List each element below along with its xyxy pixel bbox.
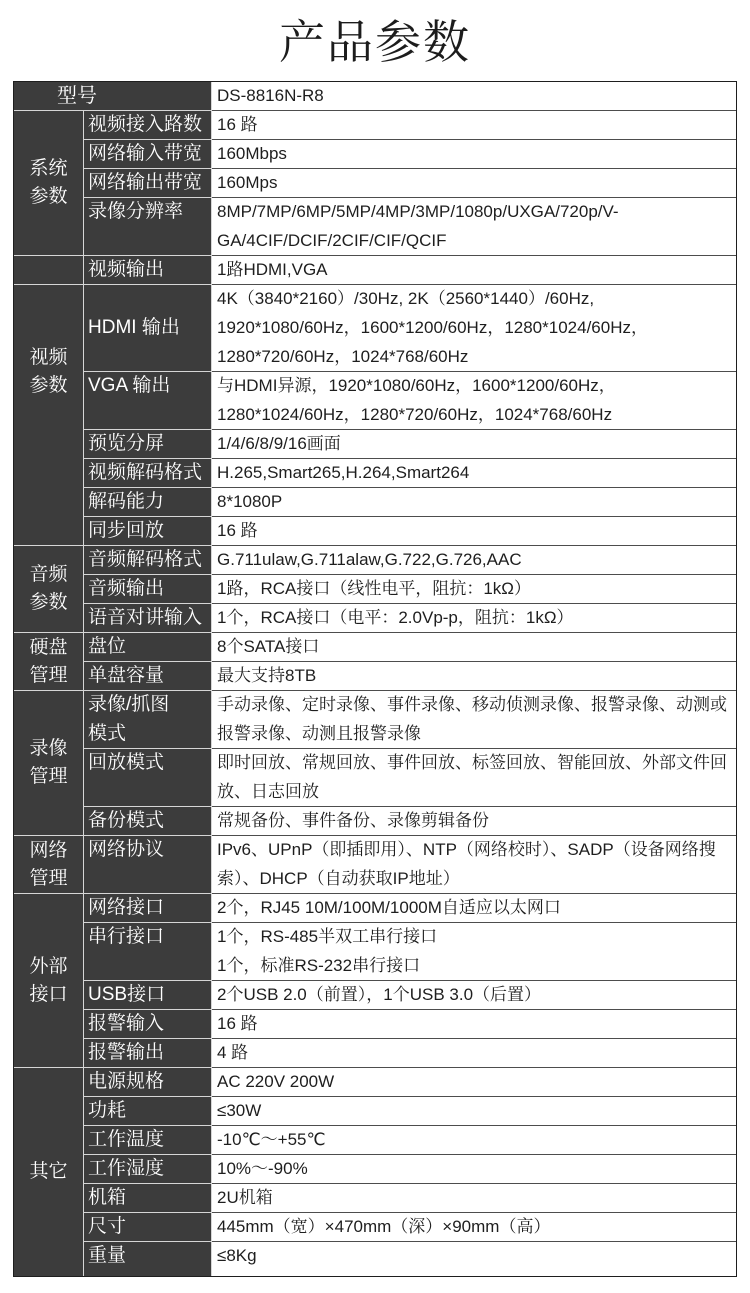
spec-value-dimensions — [212, 1213, 736, 1242]
spec-label-hdd-bays — [84, 633, 212, 662]
spec-label-alarm-output — [84, 1039, 212, 1068]
spec-value-max-disk-capacity — [212, 662, 736, 691]
spec-label-usb-interface — [84, 981, 212, 1010]
label-line: 单盘容量 — [88, 665, 165, 686]
value-line: AC 220V 200W — [217, 1072, 335, 1091]
category-line: 音频 — [29, 564, 68, 585]
label-line: 机箱 — [88, 1187, 127, 1208]
spec-value-operating-humidity — [212, 1155, 736, 1184]
label-line: VGA 输出 — [88, 375, 171, 396]
label-line: 视频接入路数 — [88, 114, 203, 135]
label-line: 盘位 — [88, 636, 127, 657]
spec-value-audio-decode-format — [212, 546, 736, 575]
category-line: 硬盘 — [29, 636, 68, 658]
label-line: 报警输出 — [88, 1042, 165, 1063]
value-line: 445mm（宽）×470mm（深）×90mm（高） — [217, 1217, 551, 1236]
label-line: 工作湿度 — [88, 1158, 165, 1179]
category-empty — [14, 256, 84, 285]
spec-label-power-supply — [84, 1068, 212, 1097]
spec-value-network-input-bandwidth — [212, 140, 736, 169]
value-line: 16 路 — [217, 115, 258, 134]
category-line: 视频 — [29, 347, 68, 368]
spec-value-serial-interface — [212, 923, 736, 981]
spec-value-network-output-bandwidth — [212, 169, 736, 198]
spec-label-sync-playback — [84, 517, 212, 546]
spec-value-recording-resolution — [212, 198, 736, 256]
category-line: 录像 — [29, 738, 68, 759]
category-other — [14, 1068, 84, 1276]
label-line: USB接口 — [88, 984, 166, 1005]
label-line: 网络输入带宽 — [88, 143, 203, 164]
value-line: 1280*720/60Hz，1024*768/60Hz — [217, 346, 469, 366]
spec-value-network-interface — [212, 894, 736, 923]
category-line: 管理 — [29, 867, 68, 889]
value-line: 1路HDMI,VGA — [217, 260, 328, 279]
label-line: 报警输入 — [88, 1013, 165, 1034]
label-line: 备份模式 — [88, 810, 165, 831]
value-line: 1920*1080/60Hz，1600*1200/60Hz，1280*1024/60Hz， — [217, 317, 648, 337]
category-line: 外部 — [29, 955, 68, 977]
value-line: 1/4/6/8/9/16画面 — [217, 434, 341, 453]
value-line: -10℃～+55℃ — [217, 1130, 326, 1149]
category-line: 管理 — [29, 766, 68, 787]
label-line: 预览分屏 — [88, 433, 165, 454]
spec-label-network-interface — [84, 894, 212, 923]
value-line: 160Mbps — [217, 144, 287, 163]
value-line: 4 路 — [217, 1043, 249, 1062]
label-line: 尺寸 — [88, 1216, 127, 1237]
value-line: 索）、DHCP（自动获取IP地址） — [217, 868, 460, 888]
spec-label-preview-split-screen — [84, 430, 212, 459]
spec-value-video-output — [212, 256, 736, 285]
spec-label-video-output — [84, 256, 212, 285]
spec-table — [13, 81, 737, 1277]
spec-value-hdd-bays — [212, 633, 736, 662]
category-line: 接口 — [29, 983, 68, 1005]
label-line: 网络接口 — [88, 897, 165, 918]
category-line: 系统 — [29, 158, 68, 179]
spec-value-preview-split-screen — [212, 430, 736, 459]
category-external-interfaces — [14, 894, 84, 1068]
value-line: 8*1080P — [217, 492, 283, 511]
value-line: ≤30W — [217, 1101, 262, 1120]
label-line: 网络协议 — [88, 839, 165, 860]
spec-label-audio-output — [84, 575, 212, 604]
value-line: 16 路 — [217, 521, 258, 540]
label-line: 录像分辨率 — [88, 201, 184, 222]
spec-label-network-output-bandwidth — [84, 169, 212, 198]
value-line: 16 路 — [217, 1014, 258, 1033]
label-line: 模式 — [88, 722, 127, 744]
value-line: 即时回放、常规回放、事件回放、标签回放、智能回放、外部文件回 — [217, 753, 727, 772]
label-line: 音频解码格式 — [88, 549, 203, 570]
label-line: 工作温度 — [88, 1129, 165, 1150]
value-line: GA/4CIF/DCIF/2CIF/CIF/QCIF — [217, 230, 447, 250]
spec-value-power-consumption — [212, 1097, 736, 1126]
spec-value-decode-capability — [212, 488, 736, 517]
category-line: 其它 — [29, 1161, 68, 1182]
value-line: 4K（3840*2160）/30Hz, 2K（2560*1440）/60Hz, — [217, 289, 595, 308]
spec-value-backup-mode — [212, 807, 736, 836]
spec-value-vga-output — [212, 372, 736, 430]
value-line: 2个，RJ45 10M/100M/1000M自适应以太网口 — [217, 898, 561, 917]
value-line: 放、日志回放 — [217, 781, 319, 801]
spec-label-video-input-channels — [84, 111, 212, 140]
value-line: 手动录像、定时录像、事件录像、移动侦测录像、报警录像、动测或 — [217, 695, 727, 714]
spec-value-usb-interface — [212, 981, 736, 1010]
value-line: G.711ulaw,G.711alaw,G.722,G.726,AAC — [217, 550, 522, 569]
spec-value-video-decode-format — [212, 459, 736, 488]
label-line: 录像/抓图 — [88, 694, 170, 715]
spec-label-network-protocols — [84, 836, 212, 894]
spec-value-alarm-input — [212, 1010, 736, 1039]
spec-label-operating-humidity — [84, 1155, 212, 1184]
value-line: ≤8Kg — [217, 1246, 257, 1265]
category-line: 网络 — [29, 839, 68, 861]
spec-label-dimensions — [84, 1213, 212, 1242]
value-line: DS-8816N-R8 — [217, 86, 324, 105]
label-line: HDMI 输出 — [88, 316, 180, 338]
label-line: 音频输出 — [88, 578, 165, 599]
spec-label-playback-mode — [84, 749, 212, 807]
value-line: 1个，RCA接口（电平：2.0Vp-p，阻抗：1kΩ） — [217, 608, 574, 627]
spec-value-audio-output — [212, 575, 736, 604]
spec-value-network-protocols — [212, 836, 736, 894]
spec-label-serial-interface — [84, 923, 212, 981]
spec-label-chassis — [84, 1184, 212, 1213]
label-line: 电源规格 — [88, 1071, 165, 1092]
category-system-params — [14, 111, 84, 256]
label-line: 串行接口 — [88, 926, 165, 947]
category-line: 参数 — [29, 375, 68, 396]
category-disk-management — [14, 633, 84, 691]
spec-label-two-way-audio-input — [84, 604, 212, 633]
spec-label-recording-resolution — [84, 198, 212, 256]
category-line: 参数 — [29, 186, 68, 207]
spec-label-network-input-bandwidth — [84, 140, 212, 169]
label-line: 功耗 — [88, 1100, 127, 1121]
spec-label-operating-temperature — [84, 1126, 212, 1155]
spec-value-chassis — [212, 1184, 736, 1213]
label-line: 同步回放 — [88, 520, 165, 541]
value-line: 报警录像、动测且报警录像 — [217, 723, 421, 743]
spec-label-vga-output — [84, 372, 212, 430]
value-line: 8个SATA接口 — [217, 637, 320, 656]
value-line: 160Mps — [217, 173, 278, 192]
value-line: 2U机箱 — [217, 1188, 273, 1207]
spec-value-two-way-audio-input — [212, 604, 736, 633]
value-line: 常规备份、事件备份、录像剪辑备份 — [217, 811, 489, 830]
model-value — [212, 82, 736, 111]
label-line: 网络输出带宽 — [88, 172, 203, 193]
category-line: 管理 — [29, 664, 68, 686]
spec-value-alarm-output — [212, 1039, 736, 1068]
label-line: 视频输出 — [88, 259, 165, 280]
category-audio-params — [14, 546, 84, 633]
spec-value-weight — [212, 1242, 736, 1276]
spec-label-power-consumption — [84, 1097, 212, 1126]
label-line: 回放模式 — [88, 752, 165, 773]
spec-label-backup-mode — [84, 807, 212, 836]
spec-value-video-input-channels — [212, 111, 736, 140]
model-label — [14, 82, 212, 111]
value-line: 1个，标准RS-232串行接口 — [217, 955, 421, 975]
value-line: 1路，RCA接口（线性电平，阻抗：1kΩ） — [217, 579, 532, 598]
spec-label-video-decode-format — [84, 459, 212, 488]
spec-value-hdmi-output — [212, 285, 736, 372]
category-network-management — [14, 836, 84, 894]
spec-value-record-capture-mode — [212, 691, 736, 749]
value-line: 1个，RS-485半双工串行接口 — [217, 927, 438, 946]
value-line: 与HDMI异源，1920*1080/60Hz，1600*1200/60Hz， — [217, 376, 616, 395]
spec-label-weight — [84, 1242, 212, 1276]
label-line: 视频解码格式 — [88, 462, 203, 483]
category-line: 参数 — [29, 592, 68, 613]
value-line: 1280*1024/60Hz，1280*720/60Hz，1024*768/60Hz — [217, 404, 613, 424]
spec-label-alarm-input — [84, 1010, 212, 1039]
spec-label-audio-decode-format — [84, 546, 212, 575]
label-line: 语音对讲输入 — [88, 607, 203, 628]
spec-value-playback-mode — [212, 749, 736, 807]
page-title: 产品参数 — [279, 16, 471, 68]
value-line: 2个USB 2.0（前置），1个USB 3.0（后置） — [217, 985, 542, 1004]
spec-value-operating-temperature — [212, 1126, 736, 1155]
value-line: 10%～-90% — [217, 1159, 308, 1178]
value-line: 8MP/7MP/6MP/5MP/4MP/3MP/1080p/UXGA/720p/V- — [217, 202, 619, 221]
value-line: H.265,Smart265,H.264,Smart264 — [217, 463, 470, 482]
value-line: IPv6、UPnP（即插即用）、NTP（网络校时）、SADP（设备网络搜 — [217, 840, 716, 859]
spec-label-record-capture-mode — [84, 691, 212, 749]
spec-value-power-supply — [212, 1068, 736, 1097]
label-line: 解码能力 — [88, 491, 165, 512]
category-video-params — [14, 285, 84, 546]
spec-label-max-disk-capacity — [84, 662, 212, 691]
spec-label-hdmi-output — [84, 285, 212, 372]
spec-value-sync-playback — [212, 517, 736, 546]
spec-label-decode-capability — [84, 488, 212, 517]
label-line: 型号 — [57, 85, 97, 107]
value-line: 最大支持8TB — [217, 666, 317, 685]
category-recording-management — [14, 691, 84, 836]
label-line: 重量 — [88, 1245, 127, 1266]
